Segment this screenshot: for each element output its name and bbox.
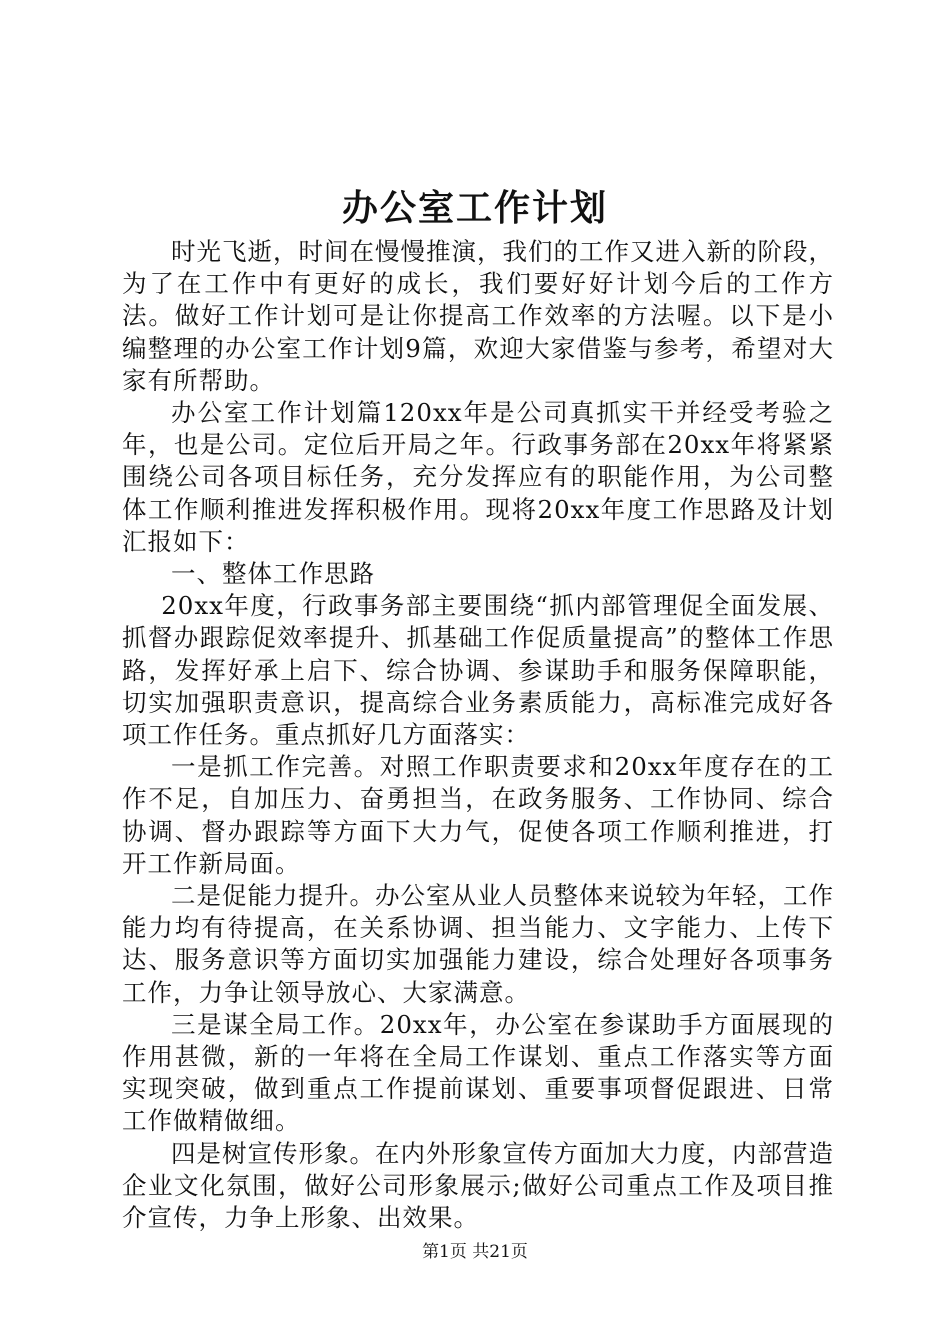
paragraph-point-three: 三是谋全局工作。20xx年，办公室在参谋助手方面展现的作用甚微，新的一年将在全局工作谋划、重点工作落实等方面实现突破，做到重点工作提前谋划、重要事项督促跟进、日常工作做精做细。 <box>122 1009 834 1136</box>
document-title: 办公室工作计划 <box>341 187 608 229</box>
paragraph-plan-overview: 办公室工作计划篇120xx年是公司真抓实干并经受考验之年，也是公司。定位后开局之年。行政事务部在20xx年将紧紧围绕公司各项目标任务，充分发挥应有的职能作用，为公司整体工作顺利推进发挥积极作用。现将20xx年度工作思路及计划汇报如下： <box>122 398 834 556</box>
paragraph-work-approach: 20xx年度，行政事务部主要围绕“抓内部管理促全面发展、抓督办跟踪促效率提升、抓基础工作促质量提高”的整体工作思路，发挥好承上启下、综合协调、参谋助手和服务保障职能，切实加强职责意识，提高综合业务素质能力，高标准完成好各项工作任务。重点抓好几方面落实： <box>122 591 834 750</box>
paragraph-point-four: 四是树宣传形象。在内外形象宣传方面加大力度，内部营造企业文化氛围，做好公司形象展示;做好公司重点工作及项目推介宣传，力争上形象、出效果。 <box>122 1138 834 1233</box>
document-body <box>122 236 834 1234</box>
paragraph-intro: 时光飞逝，时间在慢慢推演，我们的工作又进入新的阶段，为了在工作中有更好的成长，我们要好好计划今后的工作方法。做好工作计划可是让你提高工作效率的方法喔。以下是小编整理的办公室工作计划9篇，欢迎大家借鉴与参考，希望对大家有所帮助。 <box>122 237 834 395</box>
page-number-footer: 第1页 共21页 <box>422 1242 528 1262</box>
paragraph-point-one: 一是抓工作完善。对照工作职责要求和20xx年度存在的工作不足，自加压力、奋勇担当，在政务服务、工作协同、综合协调、督办跟踪等方面下大力气，促使各项工作顺利推进，打开工作新局面。 <box>122 752 834 878</box>
section-heading: 一、整体工作思路 <box>171 559 375 589</box>
paragraph-point-two: 二是促能力提升。办公室从业人员整体来说较为年轻，工作能力均有待提高，在关系协调、担当能力、文字能力、上传下达、服务意识等方面切实加强能力建设，综合处理好各项事务工作，力争让领导放心、大家满意。 <box>122 881 834 1007</box>
